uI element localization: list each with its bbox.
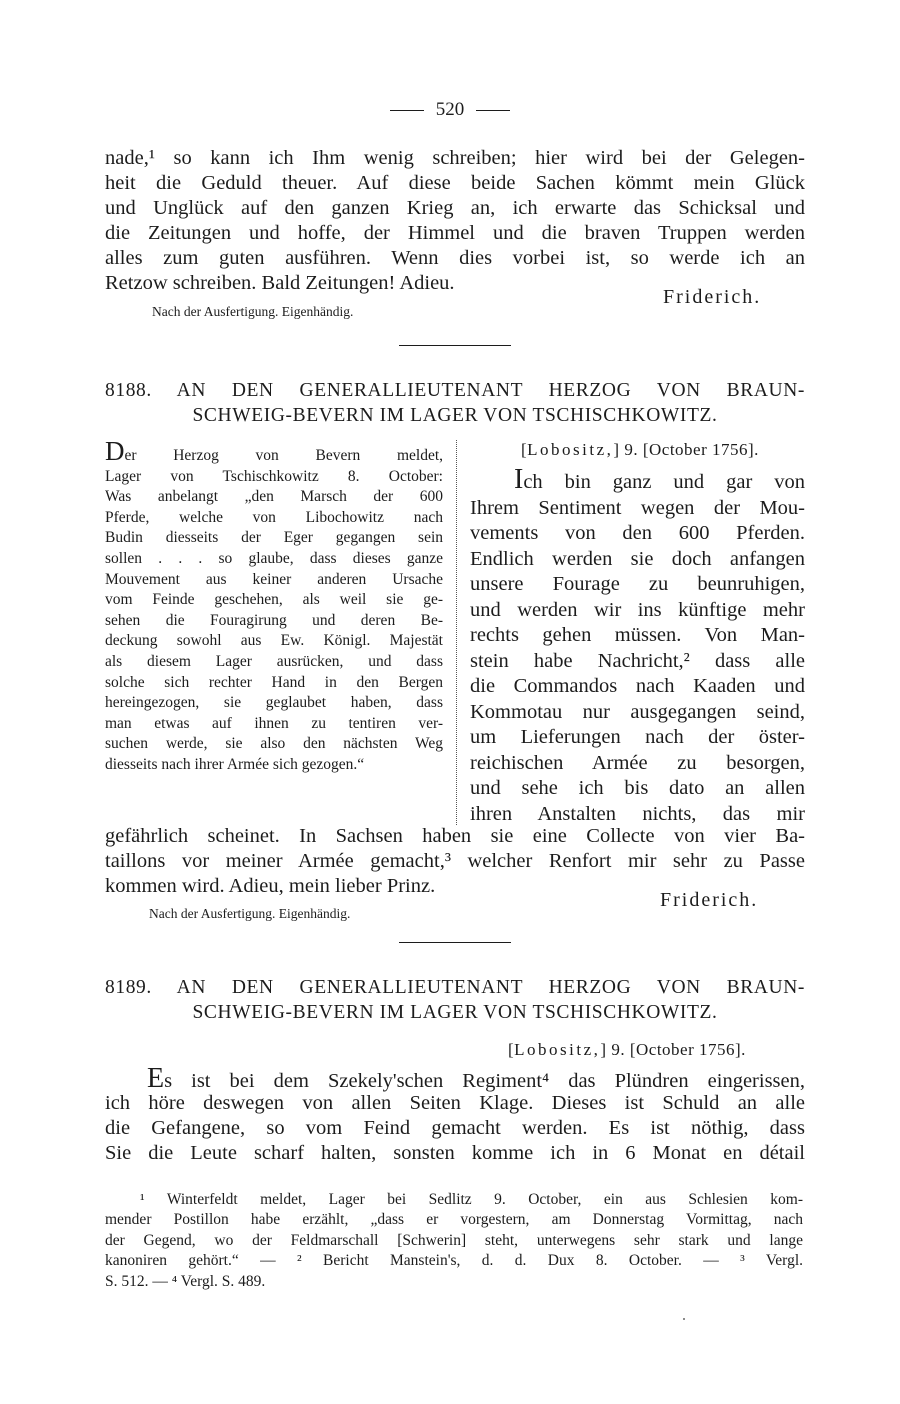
text-line: taillons vor meiner Armée gemacht,³ welcher Renfort mir sehr zu Passe	[105, 850, 805, 872]
report-summary-column	[105, 436, 443, 776]
summary-line: vom Feinde geschehen, als weil sie ge-	[105, 591, 443, 609]
body-line: vements von den 600 Pferden.	[470, 522, 805, 544]
page-number-dash-left	[390, 110, 424, 111]
letter-heading-line: 8189. AN DEN GENERALLIEUTENANT HERZOG VON BRAUN-	[105, 977, 805, 998]
page-number-dash-right	[476, 110, 510, 111]
drop-initial: I	[514, 464, 524, 495]
summary-line: solche sich rechter Hand in den Bergen	[105, 673, 443, 691]
body-line: rechts gehen müssen. Von Man-	[470, 624, 805, 646]
summary-line: Mouvement aus keiner anderen Ursache	[105, 570, 443, 588]
footnote-line: ¹ Winterfeldt meldet, Lager bei Sedlitz 9. October, ein aus Schlesien kom-	[140, 1191, 803, 1208]
page-number: 520	[435, 99, 465, 120]
letter-heading-line: SCHWEIG-BEVERN IM LAGER VON TSCHISCHKOWITZ.	[192, 405, 718, 426]
summary-line: diesseits nach ihrer Armée sich gezogen.“	[105, 755, 365, 773]
footnote-line: kanoniren gehört.“ — ² Bericht Manstein's, d. d. Dux 8. October. — ³ Vergl.	[105, 1252, 803, 1269]
footnote-line: mender Postillon habe erzählt, „dass er vorgestern, am Donnerstag Vormittag, nach	[105, 1211, 803, 1228]
signature: Friderich.	[660, 889, 759, 911]
drop-initial: D	[105, 436, 125, 466]
letter-heading-line: SCHWEIG-BEVERN IM LAGER VON TSCHISCHKOWITZ.	[192, 1002, 718, 1023]
body-line: ihren Anstalten nichts, das mir	[470, 802, 805, 825]
body-line: Endlich werden sie doch anfangen	[470, 547, 805, 570]
text-line: die Gefangene, so vom Feind gemacht werden. Es ist nöthig, dass	[105, 1117, 805, 1139]
summary-line: deckung sowohl aus Ew. Königl. Majestät	[105, 632, 443, 650]
summary-line: hereingezogen, sie geglaubet haben, dass	[105, 694, 443, 712]
section-divider	[399, 942, 511, 943]
summary-line: Budin diesseits der Eger gegangen sein	[105, 529, 443, 547]
summary-line: Lager von Tschischkowitz 8. October:	[105, 467, 443, 485]
footnote-line: der Gegend, wo der Feldmarschall [Schwerin] steht, unterwegens sehr stark und lange	[105, 1232, 803, 1249]
text-line: ich höre deswegen von allen Seiten Klage. Dieses ist Schuld an alle	[105, 1092, 805, 1114]
page-number-header	[0, 99, 900, 121]
signature: Friderich.	[663, 286, 762, 308]
section-divider	[399, 345, 511, 346]
body-line: Kommotau nur ausgegangen seind,	[470, 700, 805, 723]
body-line: und werden wir ins künftige mehr	[470, 598, 805, 621]
body-line: reichischen Armée zu besorgen,	[470, 751, 805, 774]
summary-line: Was anbelangt „den Marsch der 600	[105, 488, 443, 506]
footnote-line: S. 512. — ⁴ Vergl. S. 489.	[105, 1273, 266, 1290]
column-separator	[456, 440, 457, 825]
body-line: um Lieferungen nach der öster-	[470, 726, 805, 748]
drop-initial: E	[147, 1063, 165, 1094]
summary-line: suchen werde, sie also den nächsten Weg	[105, 735, 443, 753]
body-line: stein habe Nachricht,² dass alle	[470, 649, 805, 672]
text-line: und Unglück auf den ganzen Krieg an, ich erwarte das Schicksal und	[105, 197, 805, 219]
text-line: nade,¹ so kann ich Ihm wenig schreiben; hier wird bei der Gelegen-	[105, 147, 805, 169]
letter-date: [Lobositz,] 9. [October 1756].	[508, 1040, 746, 1059]
summary-line: sehen die Fouragirung und deren Be-	[105, 611, 443, 629]
source-note: Nach der Ausfertigung. Eigenhändig.	[149, 906, 351, 921]
text-line: heit die Geduld theuer. Auf diese beide Sachen kömmt mein Glück	[105, 172, 805, 194]
page-speck	[683, 1318, 685, 1320]
summary-line: Der Herzog von Bevern meldet,	[105, 436, 443, 466]
body-line: unsere Fourage zu beunruhigen,	[470, 573, 805, 595]
source-note: Nach der Ausfertigung. Eigenhändig.	[152, 304, 354, 319]
text-line: die Zeitungen und hoffe, der Himmel und die braven Truppen werden	[105, 222, 805, 244]
text-line: Sie die Leute scharf halten, sonsten komme ich in 6 Monat en détail	[105, 1142, 805, 1164]
text-line: kommen wird. Adieu, mein lieber Prinz.	[105, 875, 436, 897]
body-line: und sehe ich bis dato an allen	[470, 777, 805, 799]
summary-line: man etwas auf ihnen zu tentiren ver-	[105, 714, 443, 732]
letter-heading-line: 8188. AN DEN GENERALLIEUTENANT HERZOG VON BRAUN-	[105, 380, 805, 401]
body-line: die Commandos nach Kaaden und	[470, 675, 805, 697]
letter-heading	[105, 975, 805, 1025]
text-line: gefährlich scheinet. In Sachsen haben sie eine Collecte von vier Ba-	[105, 825, 805, 847]
letter-date: [Lobositz,] 9. [October 1756].	[521, 440, 759, 459]
text-line: alles zum guten ausführen. Wenn dies vorbei ist, so werde ich an	[105, 247, 805, 269]
summary-line: sollen . . . so glaube, dass dieses ganze	[105, 549, 443, 567]
text-line: Es ist bei dem Szekely'schen Regiment⁴ das Plündren eingerissen,	[147, 1063, 805, 1094]
text-line: Retzow schreiben. Bald Zeitungen! Adieu.	[105, 272, 455, 294]
body-line: Ihrem Sentiment wegen der Mou-	[470, 496, 805, 519]
letter-body-column	[470, 464, 805, 827]
summary-line: als diesem Lager ausrücken, und dass	[105, 652, 443, 670]
body-line: Ich bin ganz und gar von	[514, 464, 805, 495]
letter-heading	[105, 378, 805, 428]
summary-line: Pferde, welche von Libochowitz nach	[105, 508, 443, 526]
